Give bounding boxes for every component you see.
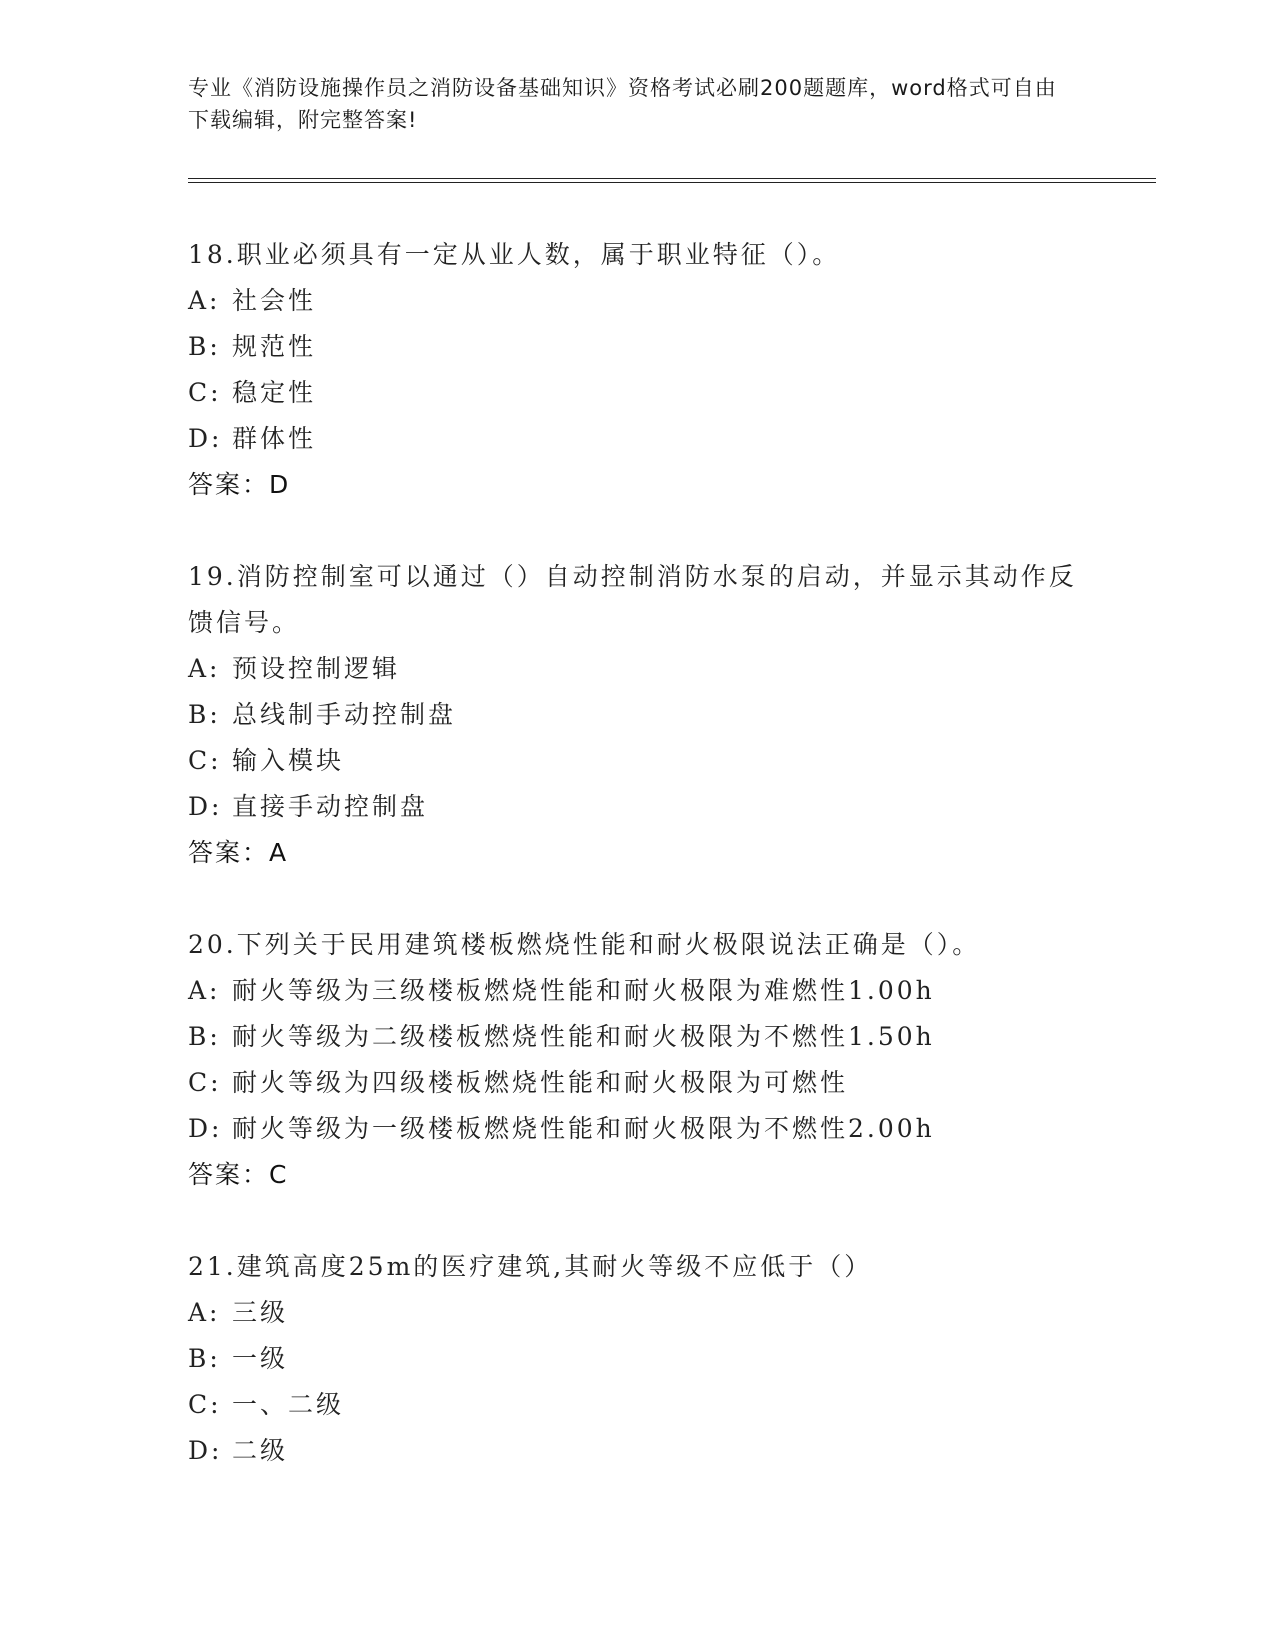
option-text: 一、二级	[232, 1390, 345, 1419]
question-20	[188, 922, 1088, 1198]
option-text: 直接手动控制盘	[232, 792, 429, 821]
option-letter: C:	[188, 746, 222, 775]
option-c	[188, 1060, 1088, 1106]
option-text: 社会性	[232, 286, 317, 315]
answer-line: 答案：C	[188, 1160, 289, 1189]
document-header: 专业《消防设施操作员之消防设备基础知识》资格考试必刷200题题库，word格式可自由下载编辑，附完整答案!	[188, 76, 1057, 132]
option-letter: A:	[188, 286, 221, 315]
option-text: 耐火等级为四级楼板燃烧性能和耐火极限为可燃性	[232, 1068, 849, 1097]
option-text: 二级	[232, 1436, 289, 1465]
answer-line: 答案：D	[188, 470, 291, 499]
option-text: 群体性	[232, 424, 317, 453]
option-text: 耐火等级为一级楼板燃烧性能和耐火极限为不燃性2.00h	[232, 1114, 935, 1143]
question-19	[188, 554, 1088, 876]
option-text: 总线制手动控制盘	[232, 700, 457, 729]
option-a	[188, 1290, 1088, 1336]
option-text: 输入模块	[232, 746, 345, 775]
option-letter: B:	[188, 332, 221, 361]
question-list	[188, 232, 1088, 1520]
option-letter: D:	[188, 1114, 223, 1143]
option-c	[188, 370, 1088, 416]
option-letter: B:	[188, 1022, 221, 1051]
question-18	[188, 232, 1088, 508]
option-d	[188, 416, 1088, 462]
question-21	[188, 1244, 1088, 1474]
option-letter: A:	[188, 976, 221, 1005]
option-b	[188, 1014, 1088, 1060]
option-text: 耐火等级为二级楼板燃烧性能和耐火极限为不燃性1.50h	[232, 1022, 935, 1051]
option-text: 一级	[232, 1344, 289, 1373]
option-b	[188, 324, 1088, 370]
option-d	[188, 1428, 1088, 1474]
option-d	[188, 784, 1088, 830]
question-stem: 20.下列关于民用建筑楼板燃烧性能和耐火极限说法正确是（）。	[188, 930, 981, 959]
option-letter: C:	[188, 1068, 222, 1097]
question-stem: 18.职业必须具有一定从业人数，属于职业特征（）。	[188, 240, 841, 269]
option-d	[188, 1106, 1088, 1152]
option-a	[188, 968, 1088, 1014]
option-text: 耐火等级为三级楼板燃烧性能和耐火极限为难燃性1.00h	[232, 976, 935, 1005]
option-letter: B:	[188, 1344, 221, 1373]
option-text: 预设控制逻辑	[232, 654, 401, 683]
option-letter: C:	[188, 378, 222, 407]
option-c	[188, 1382, 1088, 1428]
option-b	[188, 1336, 1088, 1382]
option-letter: D:	[188, 424, 223, 453]
option-letter: A:	[188, 1298, 221, 1327]
question-stem: 19.消防控制室可以通过（）自动控制消防水泵的启动，并显示其动作反馈信号。	[188, 562, 1077, 637]
option-letter: C:	[188, 1390, 222, 1419]
header-divider	[188, 178, 1156, 183]
option-text: 三级	[232, 1298, 289, 1327]
option-letter: D:	[188, 1436, 223, 1465]
option-c	[188, 738, 1088, 784]
option-text: 稳定性	[232, 378, 317, 407]
option-text: 规范性	[232, 332, 317, 361]
option-letter: A:	[188, 654, 221, 683]
answer-line: 答案：A	[188, 838, 289, 867]
question-stem: 21.建筑高度25m的医疗建筑,其耐火等级不应低于（）	[188, 1252, 873, 1281]
option-letter: B:	[188, 700, 221, 729]
option-letter: D:	[188, 792, 223, 821]
option-b	[188, 692, 1088, 738]
option-a	[188, 646, 1088, 692]
option-a	[188, 278, 1088, 324]
